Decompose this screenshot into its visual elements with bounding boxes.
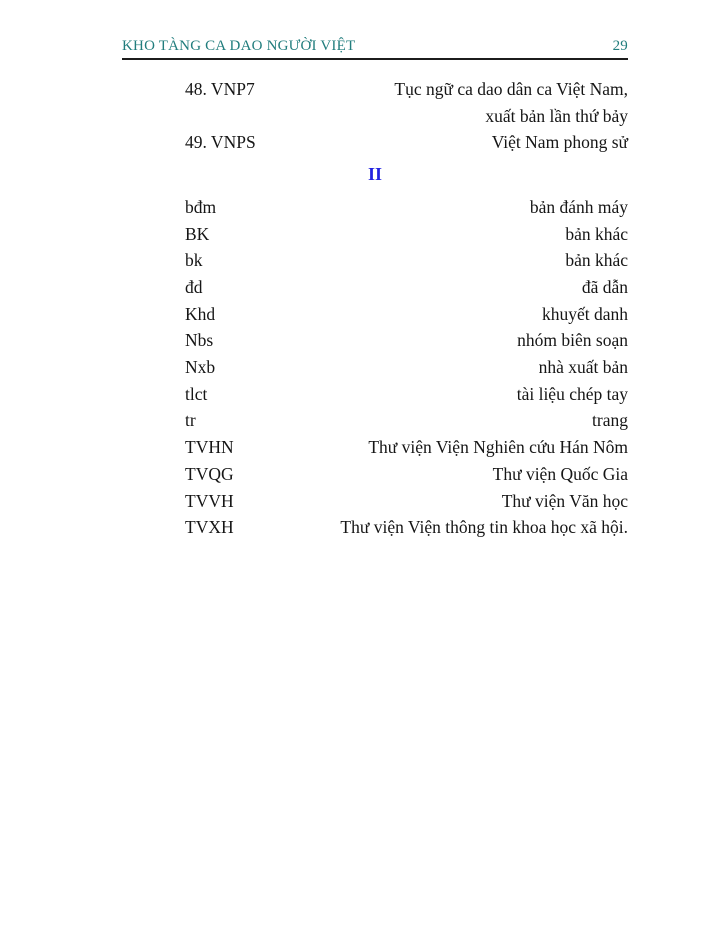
abbreviation-term: bk: [185, 250, 203, 271]
abbreviation-definition: nhóm biên soạn: [517, 330, 628, 351]
abbreviation-term: Nxb: [185, 357, 216, 378]
abbreviation-row: [122, 434, 628, 461]
abbreviation-row: [122, 514, 628, 541]
abbreviation-definition: trang: [592, 410, 628, 431]
entry-definition: Việt Nam phong sử: [491, 132, 628, 153]
entry-row: [122, 76, 628, 103]
abbreviation-definition: bản khác: [565, 250, 628, 271]
section-heading: II: [367, 164, 382, 185]
abbreviation-term: bđm: [185, 196, 217, 217]
abbreviation-definition: khuyết danh: [541, 303, 628, 324]
abbreviation-row: [122, 247, 628, 274]
abbreviation-term: TVHN: [185, 437, 234, 458]
abbreviation-row: [122, 327, 628, 354]
abbreviation-term: Nbs: [185, 330, 214, 351]
entry-row-continuation: [122, 103, 628, 130]
abbreviation-row: [122, 488, 628, 515]
abbreviation-term: TVQG: [185, 463, 234, 484]
abbreviation-row: [122, 381, 628, 408]
abbreviation-list: [122, 194, 628, 541]
abbreviation-row: [122, 221, 628, 248]
abbreviation-definition: tài liệu chép tay: [516, 383, 628, 404]
running-header: [122, 38, 628, 60]
abbreviation-definition: Thư viện Văn học: [501, 490, 628, 511]
abbreviation-term: TVVH: [185, 490, 234, 511]
abbreviation-definition: bản khác: [565, 223, 628, 244]
page-number: 29: [612, 38, 628, 54]
abbreviation-definition: bản đánh máy: [529, 196, 628, 217]
abbreviation-row: [122, 301, 628, 328]
entry-label: 49. VNPS: [185, 132, 256, 153]
entry-definition: xuất bản lần thứ bảy: [485, 105, 628, 126]
abbreviation-term: tlct: [185, 383, 208, 404]
abbreviation-term: TVXH: [185, 517, 234, 538]
abbreviation-definition: nhà xuất bản: [538, 357, 628, 378]
abbreviation-row: [122, 407, 628, 434]
running-header-title: KHO TÀNG CA DAO NGƯỜI VIỆT: [122, 38, 356, 54]
abbreviation-definition: đã dẫn: [581, 276, 628, 297]
abbreviation-term: đd: [185, 276, 203, 297]
abbreviation-row: [122, 461, 628, 488]
abbreviation-term: tr: [185, 410, 196, 431]
abbreviation-row: [122, 194, 628, 221]
numbered-entries: [122, 76, 628, 156]
abbreviation-term: BK: [185, 223, 210, 244]
abbreviation-term: Khd: [185, 303, 216, 324]
entry-definition: Tục ngữ ca dao dân ca Việt Nam,: [394, 79, 628, 99]
abbreviation-definition: Thư viện Viện Nghiên cứu Hán Nôm: [368, 437, 628, 458]
abbreviation-definition: Thư viện Quốc Gia: [492, 463, 628, 484]
abbreviation-row: [122, 274, 628, 301]
entry-label: 48. VNP7: [185, 79, 255, 99]
entry-row: [122, 129, 628, 156]
abbreviation-row: [122, 354, 628, 381]
abbreviation-definition: Thư viện Viện thông tin khoa học xã hội.: [340, 517, 628, 538]
